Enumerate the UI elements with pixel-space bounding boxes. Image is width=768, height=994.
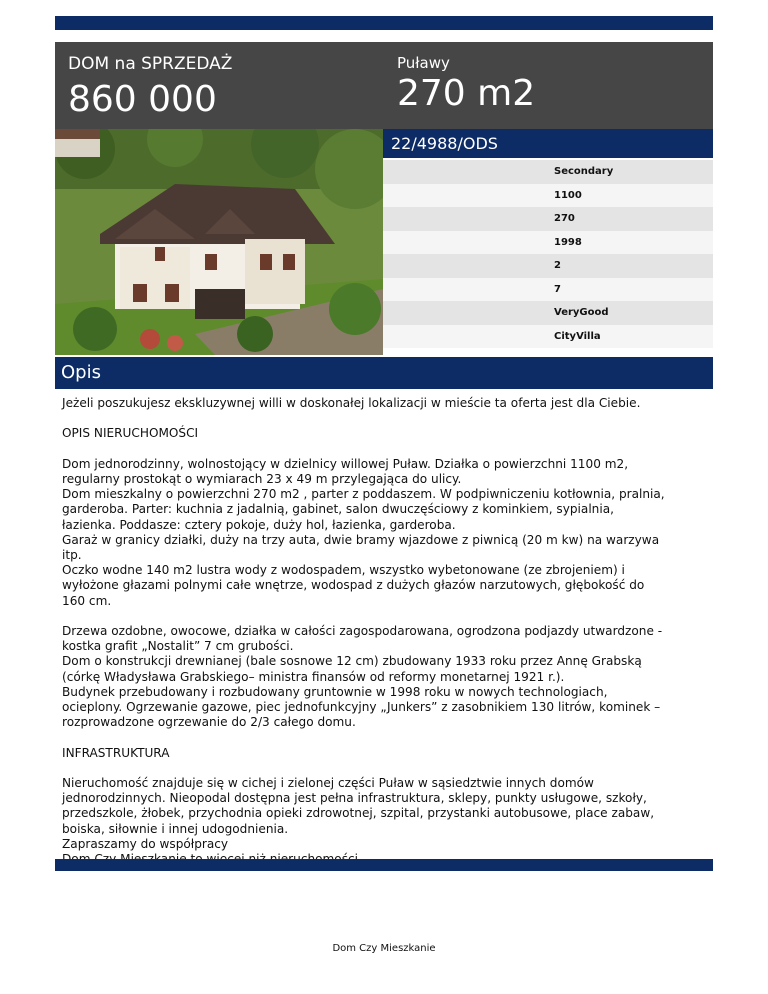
property-photo xyxy=(55,129,383,355)
description-line: ocieplony. Ogrzewanie gazowe, piec jednofunkcyjny „Junkers” z zasobnikiem 130 litrów, kominek – xyxy=(62,700,661,715)
bottom-bar xyxy=(55,859,713,871)
detail-row xyxy=(383,160,713,184)
description-line: Drzewa ozdobne, owocowe, działka w całości zagospodarowana, ogrodzona podjazdy utwardzone - xyxy=(62,624,663,638)
top-bar xyxy=(55,16,713,30)
paragraph-gap xyxy=(62,411,710,426)
paragraph-gap xyxy=(62,609,710,624)
detail-row xyxy=(383,207,713,231)
description-line: (córkę Władysława Grabskiego– ministra finansów od reformy monetarnej 1921 r.). xyxy=(62,669,565,684)
description-line: Budynek przebudowany i rozbudowany gruntownie w 1998 roku w nowych technologiach, xyxy=(62,684,608,699)
reference-bar xyxy=(383,129,713,158)
listing-type: DOM na SPRZEDAŻ xyxy=(68,54,233,74)
detail-value: CityVilla xyxy=(554,330,601,342)
listing-city: Puławy xyxy=(397,54,450,72)
detail-value: Secondary xyxy=(554,166,614,177)
description-line: regularny prostokąt o wymiarach 23 x 49 m przylegająca do ulicy. xyxy=(62,471,462,486)
detail-row xyxy=(383,254,713,278)
detail-value: 7 xyxy=(554,283,561,295)
listing-area: 270 m2 xyxy=(397,73,536,114)
description-line: Oczko wodne 140 m2 lustra wody z wodospadem, wszystko wybetonowane (ze zbrojeniem) i xyxy=(62,563,625,578)
description-line: itp. xyxy=(62,548,82,562)
details-table xyxy=(383,160,713,348)
location-block xyxy=(397,54,535,114)
description-line: jednorodzinnych. Nieopodal dostępna jest pełna infrastruktura, sklepy, punkty usługowe, szkoły, xyxy=(62,791,647,806)
description-title: Opis xyxy=(61,362,101,383)
price-block xyxy=(68,54,232,120)
description-line: kostka grafit „Nostalit” 7 cm grubości. xyxy=(62,639,294,654)
paragraph-gap xyxy=(62,442,710,457)
description-line: OPIS NIERUCHOMOŚCI xyxy=(62,426,199,441)
description-line: rozprowadzone ogrzewanie do 2/3 całego domu. xyxy=(62,715,356,730)
reference-number: 22/4988/ODS xyxy=(391,134,498,153)
detail-value: 1100 xyxy=(554,189,582,201)
footer-text: Dom Czy Mieszkanie xyxy=(332,943,436,954)
description-line: boiska, siłownie i innej udogodnienia. xyxy=(62,821,289,836)
description-line: Nieruchomość znajduje się w cichej i zielonej części Puław w sąsiedztwie innych domów xyxy=(62,776,594,790)
paragraph-gap xyxy=(62,730,710,745)
detail-value: 270 xyxy=(554,213,575,224)
description-line: Dom o konstrukcji drewnianej (bale sosnowe 12 cm) zbudowany 1933 roku przez Annę Grabską xyxy=(62,654,642,669)
description-line: Garaż w granicy działki, duży na trzy auta, dwie bramy wjazdowe z piwnicą (20 m kw) na warzywa xyxy=(62,532,660,547)
description-line: Jeżeli poszukujesz ekskluzywnej willi w doskonałej lokalizacji w mieście ta oferta jest dla Ciebie. xyxy=(62,396,641,410)
description-line: Zapraszamy do współpracy xyxy=(62,836,229,851)
detail-row xyxy=(383,301,713,325)
description-line: 160 cm. xyxy=(62,593,112,608)
description-header xyxy=(55,357,713,389)
detail-value: VeryGood xyxy=(554,307,609,318)
description-line: Dom mieszkalny o powierzchni 270 m2 , parter z poddaszem. W podpiwniczeniu kotłownia, pralnia, xyxy=(62,487,665,502)
listing-header xyxy=(55,42,713,129)
detail-value: 2 xyxy=(554,260,561,271)
detail-row xyxy=(383,278,713,302)
detail-row xyxy=(383,231,713,255)
description-line: przedszkole, żłobek, przychodnia opieki zdrowotnej, szpital, przystanki autobusowe, place zabaw, xyxy=(62,806,655,821)
detail-row xyxy=(383,184,713,208)
description-line: wyłożone głazami polnymi całe wnętrze, wodospad z dużych głazów narzutowych, głębokość do xyxy=(62,578,645,593)
description-body xyxy=(62,396,710,867)
description-line: Dom jednorodzinny, wolnostojący w dzielnicy willowej Puław. Działka o powierzchni 1100 m2, xyxy=(62,456,629,471)
detail-value: 1998 xyxy=(554,236,582,248)
paragraph-gap xyxy=(62,761,710,776)
description-line: łazienka. Poddasze: cztery pokoje, duży hol, łazienka, garderoba. xyxy=(62,517,456,532)
description-line: INFRASTRUKTURA xyxy=(62,745,170,760)
description-line: garderoba. Parter: kuchnia z jadalnią, gabinet, salon dwuczęściowy z kominkiem, sypialnia, xyxy=(62,502,614,517)
detail-row xyxy=(383,325,713,349)
listing-price: 860 000 xyxy=(68,79,217,120)
